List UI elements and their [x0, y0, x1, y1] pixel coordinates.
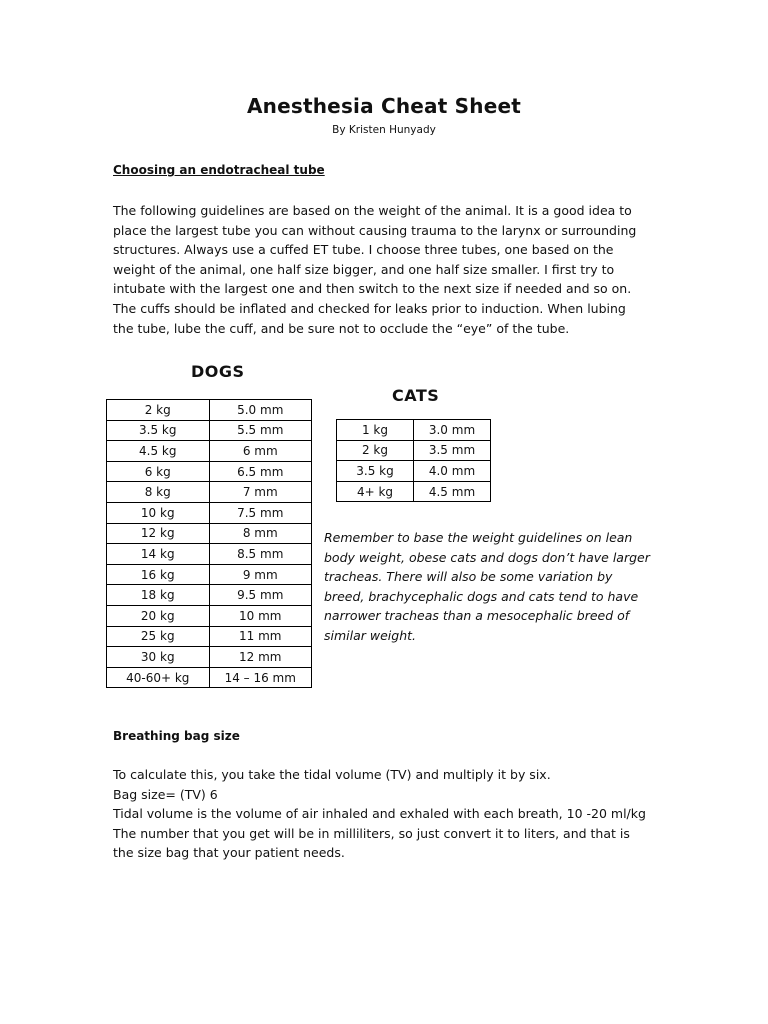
dogs-tube-size-cell: 5.5 mm	[209, 420, 312, 441]
dogs-row	[107, 461, 312, 482]
cats-row	[337, 420, 491, 441]
document-title: Anesthesia Cheat Sheet	[247, 94, 521, 118]
dogs-weight-cell: 40-60+ kg	[107, 667, 210, 688]
dogs-row	[107, 482, 312, 503]
dogs-weight-cell: 2 kg	[107, 400, 210, 421]
paragraph-line: The cuffs should be inflated and checked for leaks prior to induction. When lubing	[113, 300, 626, 316]
dogs-tube-size-cell: 5.0 mm	[209, 400, 312, 421]
cats-tube-size-cell: 4.5 mm	[414, 481, 491, 502]
dogs-row	[107, 502, 312, 523]
cats-tube-size-cell: 3.0 mm	[414, 420, 491, 441]
cats-weight-cell: 2 kg	[337, 440, 414, 461]
dogs-row	[107, 585, 312, 606]
cats-weight-cell: 3.5 kg	[337, 461, 414, 482]
dogs-row	[107, 667, 312, 688]
dogs-tube-size-cell: 7 mm	[209, 482, 312, 503]
paragraph-line: the size bag that your patient needs.	[113, 845, 345, 861]
dogs-weight-cell: 12 kg	[107, 523, 210, 544]
dogs-weight-cell: 30 kg	[107, 647, 210, 668]
dogs-weight-cell: 18 kg	[107, 585, 210, 606]
dogs-tube-size-cell: 11 mm	[209, 626, 312, 647]
dogs-weight-cell: 20 kg	[107, 605, 210, 626]
cats-table-label: CATS	[392, 386, 440, 405]
dogs-row	[107, 626, 312, 647]
dogs-weight-cell: 16 kg	[107, 564, 210, 585]
dogs-row	[107, 441, 312, 462]
dogs-row	[107, 523, 312, 544]
note-line: similar weight.	[324, 627, 416, 643]
dogs-tube-size-cell: 9.5 mm	[209, 585, 312, 606]
paragraph-line: intubate with the largest one and then switch to the next size if needed and so on.	[113, 281, 632, 297]
paragraph-line: weight of the animal, one half size bigger, and one half size smaller. I first try to	[113, 261, 615, 277]
cats-weight-cell: 1 kg	[337, 420, 414, 441]
cats-tube-size-cell: 4.0 mm	[414, 461, 491, 482]
dogs-tube-size-cell: 6 mm	[209, 441, 312, 462]
paragraph-line: place the largest tube you can without causing trauma to the larynx or surrounding	[113, 222, 637, 238]
paragraph-line: structures. Always use a cuffed ET tube. I choose three tubes, one based on the	[113, 242, 614, 258]
breathing-bag-paragraph	[113, 765, 673, 863]
dogs-weight-cell: 6 kg	[107, 461, 210, 482]
section-heading-breathing-bag: Breathing bag size	[113, 729, 240, 743]
paragraph-line: The number that you get will be in milliliters, so just convert it to liters, and that is	[113, 825, 630, 841]
weight-guideline-note	[324, 528, 664, 646]
dogs-tube-size-cell: 12 mm	[209, 647, 312, 668]
paragraph-line: Tidal volume is the volume of air inhaled and exhaled with each breath, 10 -20 ml/kg	[113, 806, 646, 822]
dogs-tube-size-cell: 9 mm	[209, 564, 312, 585]
cats-tube-size-cell: 3.5 mm	[414, 440, 491, 461]
paragraph-line: the tube, lube the cuff, and be sure not to occlude the “eye” of the tube.	[113, 320, 570, 336]
cats-row	[337, 440, 491, 461]
dogs-tube-size-cell: 10 mm	[209, 605, 312, 626]
dogs-tube-size-cell: 6.5 mm	[209, 461, 312, 482]
dogs-tube-size-table	[106, 399, 312, 688]
note-line: body weight, obese cats and dogs don’t have larger	[324, 549, 650, 565]
dogs-tube-size-cell: 8 mm	[209, 523, 312, 544]
dogs-row	[107, 605, 312, 626]
author-byline: By Kristen Hunyady	[332, 124, 436, 136]
section-heading-endotracheal-tube: Choosing an endotracheal tube	[113, 163, 325, 177]
dogs-weight-cell: 14 kg	[107, 544, 210, 565]
note-line: Remember to base the weight guidelines on lean	[324, 530, 633, 545]
dogs-weight-cell: 3.5 kg	[107, 420, 210, 441]
note-line: tracheas. There will also be some variation by	[324, 569, 613, 585]
paragraph-line: Bag size= (TV) 6	[113, 786, 218, 802]
dogs-table-label: DOGS	[191, 362, 245, 381]
dogs-weight-cell: 4.5 kg	[107, 441, 210, 462]
dogs-row	[107, 400, 312, 421]
dogs-row	[107, 544, 312, 565]
dogs-tube-size-cell: 7.5 mm	[209, 502, 312, 523]
cats-weight-cell: 4+ kg	[337, 481, 414, 502]
paragraph-line: To calculate this, you take the tidal volume (TV) and multiply it by six.	[113, 767, 551, 782]
note-line: breed, brachycephalic dogs and cats tend to have	[324, 588, 639, 604]
cats-tube-size-table	[336, 419, 491, 502]
paragraph-line: The following guidelines are based on the weight of the animal. It is a good idea to	[113, 203, 632, 218]
dogs-row	[107, 647, 312, 668]
dogs-weight-cell: 8 kg	[107, 482, 210, 503]
dogs-row	[107, 420, 312, 441]
note-line: narrower tracheas than a mesocephalic breed of	[324, 608, 630, 624]
dogs-tube-size-cell: 14 – 16 mm	[209, 667, 312, 688]
dogs-weight-cell: 25 kg	[107, 626, 210, 647]
cats-row	[337, 481, 491, 502]
endotracheal-guidelines-paragraph	[113, 201, 673, 338]
cats-row	[337, 461, 491, 482]
dogs-weight-cell: 10 kg	[107, 502, 210, 523]
dogs-row	[107, 564, 312, 585]
dogs-tube-size-cell: 8.5 mm	[209, 544, 312, 565]
